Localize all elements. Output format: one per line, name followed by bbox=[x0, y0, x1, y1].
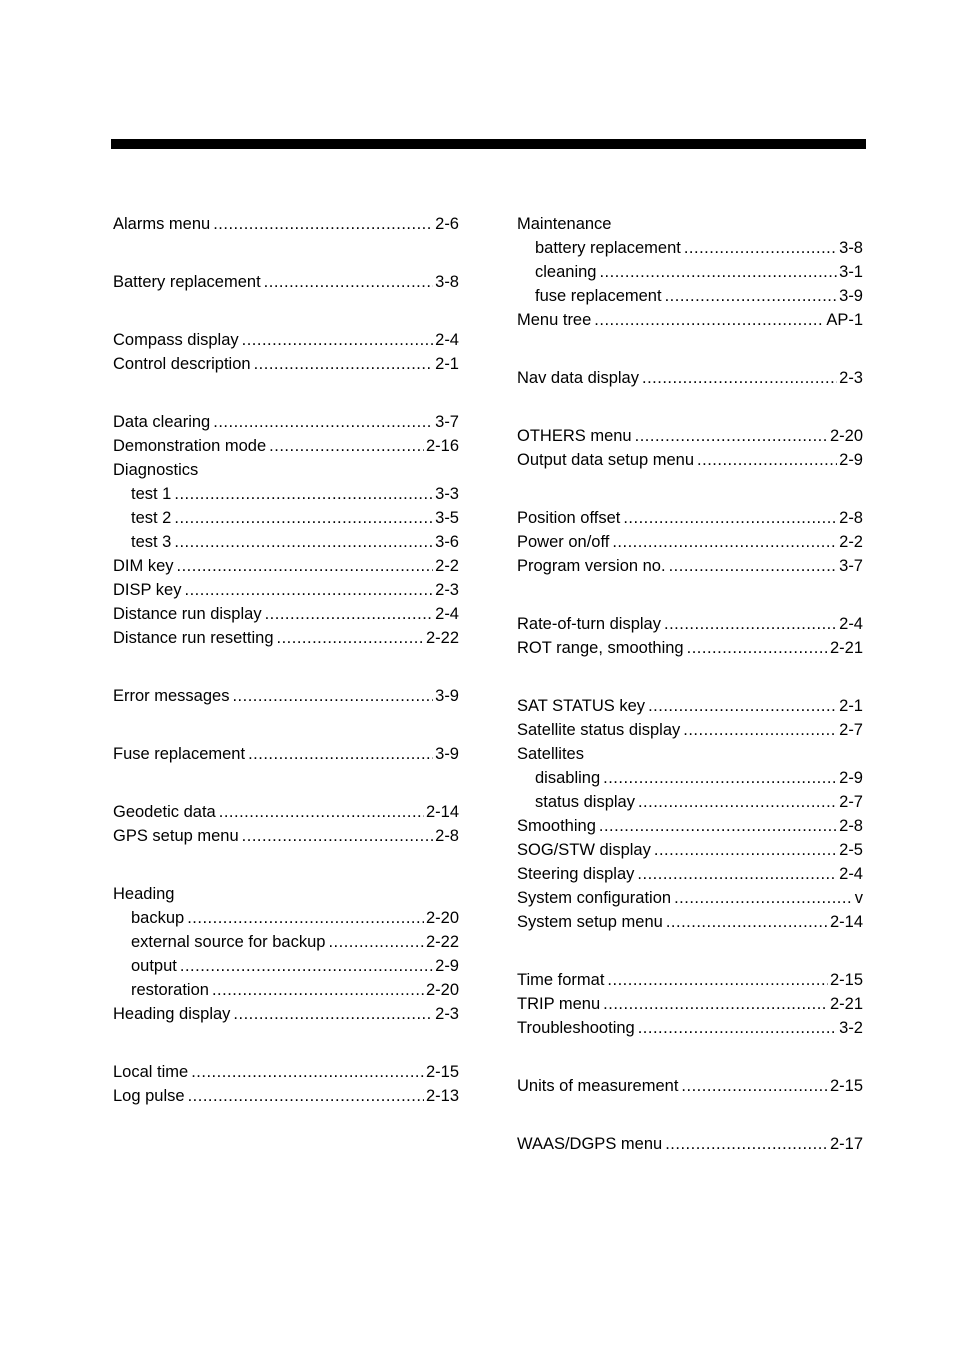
entry-page-number: 2-4 bbox=[839, 615, 863, 633]
entry-page-number: 2-22 bbox=[425, 933, 459, 951]
entry-label: Maintenance bbox=[517, 215, 612, 233]
entry-page-number: 2-7 bbox=[839, 793, 863, 811]
index-entry-sat-status-key bbox=[517, 694, 863, 718]
group-spacer bbox=[113, 766, 459, 800]
dot-leader bbox=[212, 978, 424, 1002]
dot-leader bbox=[666, 910, 828, 934]
entry-page-number: 2-5 bbox=[839, 841, 863, 859]
index-entry-position-offset bbox=[517, 506, 863, 530]
dot-leader bbox=[191, 1060, 424, 1084]
entry-label: Control description bbox=[113, 355, 251, 373]
index-entry-time-format bbox=[517, 968, 863, 992]
entry-page-number: 2-2 bbox=[435, 557, 459, 575]
dot-leader bbox=[187, 906, 424, 930]
group-spacer bbox=[517, 660, 863, 694]
entry-label: System setup menu bbox=[517, 913, 663, 931]
entry-page-number: v bbox=[854, 889, 863, 907]
index-entry-smoothing bbox=[517, 814, 863, 838]
entry-page-number: 3-2 bbox=[839, 1019, 863, 1037]
entry-label: test 1 bbox=[131, 485, 172, 503]
index-entry-fuse-replacement bbox=[113, 742, 459, 766]
index-subentry-restoration bbox=[113, 978, 459, 1002]
entry-page-number: 2-15 bbox=[425, 1063, 459, 1081]
entry-label: TRIP menu bbox=[517, 995, 601, 1013]
index-subentry-test-3 bbox=[113, 530, 459, 554]
dot-leader bbox=[277, 626, 424, 650]
dot-leader bbox=[174, 482, 433, 506]
group-spacer bbox=[517, 332, 863, 366]
index-entry-error-messages bbox=[113, 684, 459, 708]
entry-label: Rate-of-turn display bbox=[517, 615, 661, 633]
entry-label: Satellite status display bbox=[517, 721, 681, 739]
group-spacer bbox=[517, 578, 863, 612]
index-entry-demonstration-mode bbox=[113, 434, 459, 458]
index-entry-distance-run-display bbox=[113, 602, 459, 626]
entry-page-number: 3-3 bbox=[435, 485, 459, 503]
entry-label: fuse replacement bbox=[535, 287, 662, 305]
dot-leader bbox=[697, 448, 837, 472]
entry-label: Smoothing bbox=[517, 817, 596, 835]
dot-leader bbox=[607, 968, 828, 992]
group-spacer bbox=[113, 708, 459, 742]
entry-page-number: 2-2 bbox=[839, 533, 863, 551]
dot-leader bbox=[180, 954, 433, 978]
dot-leader bbox=[233, 1002, 433, 1026]
index-subentry-status-display bbox=[517, 790, 863, 814]
entry-label: Program version no. bbox=[517, 557, 666, 575]
entry-label: Diagnostics bbox=[113, 461, 199, 479]
group-spacer bbox=[113, 1026, 459, 1060]
entry-label: OTHERS menu bbox=[517, 427, 632, 445]
index-entry-menu-tree bbox=[517, 308, 863, 332]
dot-leader bbox=[665, 1132, 828, 1156]
index-entry-rot-range-smoothing bbox=[517, 636, 863, 660]
index-entry-satellite-status-display bbox=[517, 718, 863, 742]
entry-page-number: 2-17 bbox=[829, 1135, 863, 1153]
entry-page-number: 2-1 bbox=[435, 355, 459, 373]
dot-leader bbox=[674, 886, 853, 910]
index-entry-geodetic-data bbox=[113, 800, 459, 824]
dot-leader bbox=[623, 506, 837, 530]
index-subentry-external-source-for-backup bbox=[113, 930, 459, 954]
entry-page-number: 2-3 bbox=[839, 369, 863, 387]
group-spacer bbox=[113, 376, 459, 410]
index-entry-heading-display bbox=[113, 1002, 459, 1026]
entry-label: test 2 bbox=[131, 509, 172, 527]
dot-leader bbox=[665, 284, 838, 308]
index-entry-disp-key bbox=[113, 578, 459, 602]
entry-label: Local time bbox=[113, 1063, 189, 1081]
index-entry-local-time bbox=[113, 1060, 459, 1084]
entry-label: external source for backup bbox=[131, 933, 326, 951]
dot-leader bbox=[599, 260, 837, 284]
index-entry-output-data-setup-menu bbox=[517, 448, 863, 472]
index-entry-sog-stw-display bbox=[517, 838, 863, 862]
entry-label: Data clearing bbox=[113, 413, 211, 431]
entry-page-number: 3-1 bbox=[839, 263, 863, 281]
entry-label: SOG/STW display bbox=[517, 841, 651, 859]
entry-page-number: 3-8 bbox=[839, 239, 863, 257]
entry-label: SAT STATUS key bbox=[517, 697, 646, 715]
index-entry-system-configuration bbox=[517, 886, 863, 910]
dot-leader bbox=[669, 554, 838, 578]
entry-page-number: 3-9 bbox=[435, 687, 459, 705]
index-entry-gps-setup-menu bbox=[113, 824, 459, 848]
group-spacer bbox=[113, 294, 459, 328]
group-spacer bbox=[113, 236, 459, 270]
index-entry-dim-key bbox=[113, 554, 459, 578]
dot-leader bbox=[684, 236, 837, 260]
entry-page-number: 2-15 bbox=[829, 1077, 863, 1095]
dot-leader bbox=[648, 694, 837, 718]
entry-page-number: 3-8 bbox=[435, 273, 459, 291]
entry-page-number: 2-9 bbox=[839, 451, 863, 469]
index-entry-units-of-measurement bbox=[517, 1074, 863, 1098]
group-spacer bbox=[517, 390, 863, 424]
entry-label: backup bbox=[131, 909, 185, 927]
entry-label: Steering display bbox=[517, 865, 635, 883]
index-entry-program-version-no bbox=[517, 554, 863, 578]
entry-label: restoration bbox=[131, 981, 209, 999]
dot-leader bbox=[213, 410, 433, 434]
entry-label: Power on/off bbox=[517, 533, 610, 551]
dot-leader bbox=[635, 424, 828, 448]
index-subentry-cleaning bbox=[517, 260, 863, 284]
index-subentry-test-2 bbox=[113, 506, 459, 530]
dot-leader bbox=[328, 930, 424, 954]
dot-leader bbox=[594, 308, 824, 332]
entry-page-number: 2-20 bbox=[425, 981, 459, 999]
dot-leader bbox=[242, 328, 434, 352]
entry-label: GPS setup menu bbox=[113, 827, 239, 845]
entry-label: Nav data display bbox=[517, 369, 639, 387]
entry-page-number: 3-9 bbox=[839, 287, 863, 305]
entry-page-number: 2-16 bbox=[425, 437, 459, 455]
entry-page-number: 2-21 bbox=[829, 639, 863, 657]
dot-leader bbox=[642, 366, 837, 390]
index-subentry-fuse-replacement bbox=[517, 284, 863, 308]
entry-page-number: 2-20 bbox=[829, 427, 863, 445]
index-subentry-backup bbox=[113, 906, 459, 930]
entry-label: Compass display bbox=[113, 331, 239, 349]
entry-label: Error messages bbox=[113, 687, 230, 705]
dot-leader bbox=[174, 506, 433, 530]
entry-label: output bbox=[131, 957, 177, 975]
dot-leader bbox=[219, 800, 424, 824]
entry-page-number: 2-8 bbox=[435, 827, 459, 845]
entry-label: test 3 bbox=[131, 533, 172, 551]
index-entry-maintenance bbox=[517, 212, 863, 236]
entry-label: Geodetic data bbox=[113, 803, 216, 821]
entry-page-number: 2-3 bbox=[435, 1005, 459, 1023]
entry-label: Battery replacement bbox=[113, 273, 261, 291]
entry-label: DIM key bbox=[113, 557, 174, 575]
index-entry-log-pulse bbox=[113, 1084, 459, 1108]
dot-leader bbox=[174, 530, 433, 554]
index-entry-troubleshooting bbox=[517, 1016, 863, 1040]
group-spacer bbox=[517, 472, 863, 506]
dot-leader bbox=[188, 1084, 424, 1108]
entry-label: Menu tree bbox=[517, 311, 592, 329]
dot-leader bbox=[177, 554, 434, 578]
group-spacer bbox=[517, 1098, 863, 1132]
dot-leader bbox=[654, 838, 837, 862]
dot-leader bbox=[637, 862, 837, 886]
entry-label: Fuse replacement bbox=[113, 745, 246, 763]
dot-leader bbox=[265, 602, 434, 626]
index-entry-waas-dgps-menu bbox=[517, 1132, 863, 1156]
dot-leader bbox=[603, 766, 837, 790]
entry-page-number: 3-7 bbox=[435, 413, 459, 431]
index-entry-power-on-off bbox=[517, 530, 863, 554]
dot-leader bbox=[687, 636, 828, 660]
group-spacer bbox=[517, 1040, 863, 1074]
entry-label: cleaning bbox=[535, 263, 597, 281]
dot-leader bbox=[683, 718, 837, 742]
entry-page-number: 2-1 bbox=[839, 697, 863, 715]
index-subentry-disabling bbox=[517, 766, 863, 790]
index-entry-battery-replacement bbox=[113, 270, 459, 294]
dot-leader bbox=[603, 992, 828, 1016]
entry-page-number: 2-4 bbox=[839, 865, 863, 883]
entry-label: status display bbox=[535, 793, 635, 811]
entry-page-number: 2-15 bbox=[829, 971, 863, 989]
entry-page-number: 2-3 bbox=[435, 581, 459, 599]
entry-page-number: 2-14 bbox=[829, 913, 863, 931]
index-subentry-output bbox=[113, 954, 459, 978]
entry-page-number: 2-6 bbox=[435, 215, 459, 233]
entry-page-number: AP-1 bbox=[826, 311, 863, 329]
index-entry-steering-display bbox=[517, 862, 863, 886]
dot-leader bbox=[248, 742, 433, 766]
index-entry-distance-run-resetting bbox=[113, 626, 459, 650]
entry-label: Distance run resetting bbox=[113, 629, 274, 647]
index-entry-data-clearing bbox=[113, 410, 459, 434]
dot-leader bbox=[264, 270, 433, 294]
index-subentry-test-1 bbox=[113, 482, 459, 506]
index-entry-rate-of-turn-display bbox=[517, 612, 863, 636]
entry-page-number: 3-9 bbox=[435, 745, 459, 763]
entry-label: Output data setup menu bbox=[517, 451, 695, 469]
index-entry-system-setup-menu bbox=[517, 910, 863, 934]
dot-leader bbox=[254, 352, 434, 376]
dot-leader bbox=[638, 1016, 837, 1040]
entry-page-number: 2-20 bbox=[425, 909, 459, 927]
entry-page-number: 3-5 bbox=[435, 509, 459, 527]
entry-label: Heading display bbox=[113, 1005, 231, 1023]
entry-label: Units of measurement bbox=[517, 1077, 679, 1095]
entry-page-number: 2-9 bbox=[435, 957, 459, 975]
index-column-left bbox=[113, 212, 459, 1108]
entry-label: Log pulse bbox=[113, 1087, 185, 1105]
entry-page-number: 3-7 bbox=[839, 557, 863, 575]
entry-page-number: 2-7 bbox=[839, 721, 863, 739]
entry-label: battery replacement bbox=[535, 239, 681, 257]
entry-label: Demonstration mode bbox=[113, 437, 267, 455]
index-entry-heading bbox=[113, 882, 459, 906]
index-subentry-battery-replacement bbox=[517, 236, 863, 260]
dot-leader bbox=[184, 578, 433, 602]
entry-page-number: 3-6 bbox=[435, 533, 459, 551]
index-entry-control-description bbox=[113, 352, 459, 376]
dot-leader bbox=[664, 612, 837, 636]
index-entry-alarms-menu bbox=[113, 212, 459, 236]
entry-label: disabling bbox=[535, 769, 601, 787]
entry-page-number: 2-4 bbox=[435, 331, 459, 349]
entry-page-number: 2-13 bbox=[425, 1087, 459, 1105]
entry-label: Satellites bbox=[517, 745, 584, 763]
dot-leader bbox=[232, 684, 433, 708]
dot-leader bbox=[269, 434, 424, 458]
entry-page-number: 2-8 bbox=[839, 817, 863, 835]
entry-label: System configuration bbox=[517, 889, 672, 907]
entry-label: Position offset bbox=[517, 509, 621, 527]
index-entry-others-menu bbox=[517, 424, 863, 448]
group-spacer bbox=[517, 934, 863, 968]
entry-label: Distance run display bbox=[113, 605, 262, 623]
entry-page-number: 2-9 bbox=[839, 769, 863, 787]
entry-label: Heading bbox=[113, 885, 175, 903]
entry-label: ROT range, smoothing bbox=[517, 639, 684, 657]
dot-leader bbox=[213, 212, 433, 236]
dot-leader bbox=[638, 790, 837, 814]
index-entry-satellites bbox=[517, 742, 863, 766]
dot-leader bbox=[681, 1074, 828, 1098]
dot-leader bbox=[599, 814, 837, 838]
dot-leader bbox=[242, 824, 433, 848]
entry-label: Time format bbox=[517, 971, 605, 989]
entry-label: Troubleshooting bbox=[517, 1019, 635, 1037]
entry-page-number: 2-22 bbox=[425, 629, 459, 647]
header-rule bbox=[111, 139, 866, 149]
index-column-right bbox=[517, 212, 863, 1156]
group-spacer bbox=[113, 848, 459, 882]
index-entry-trip-menu bbox=[517, 992, 863, 1016]
entry-page-number: 2-21 bbox=[829, 995, 863, 1013]
group-spacer bbox=[113, 650, 459, 684]
dot-leader bbox=[612, 530, 837, 554]
entry-label: DISP key bbox=[113, 581, 182, 599]
entry-label: Alarms menu bbox=[113, 215, 211, 233]
entry-page-number: 2-4 bbox=[435, 605, 459, 623]
index-entry-compass-display bbox=[113, 328, 459, 352]
index-entry-nav-data-display bbox=[517, 366, 863, 390]
entry-label: WAAS/DGPS menu bbox=[517, 1135, 663, 1153]
entry-page-number: 2-14 bbox=[425, 803, 459, 821]
entry-page-number: 2-8 bbox=[839, 509, 863, 527]
index-entry-diagnostics bbox=[113, 458, 459, 482]
